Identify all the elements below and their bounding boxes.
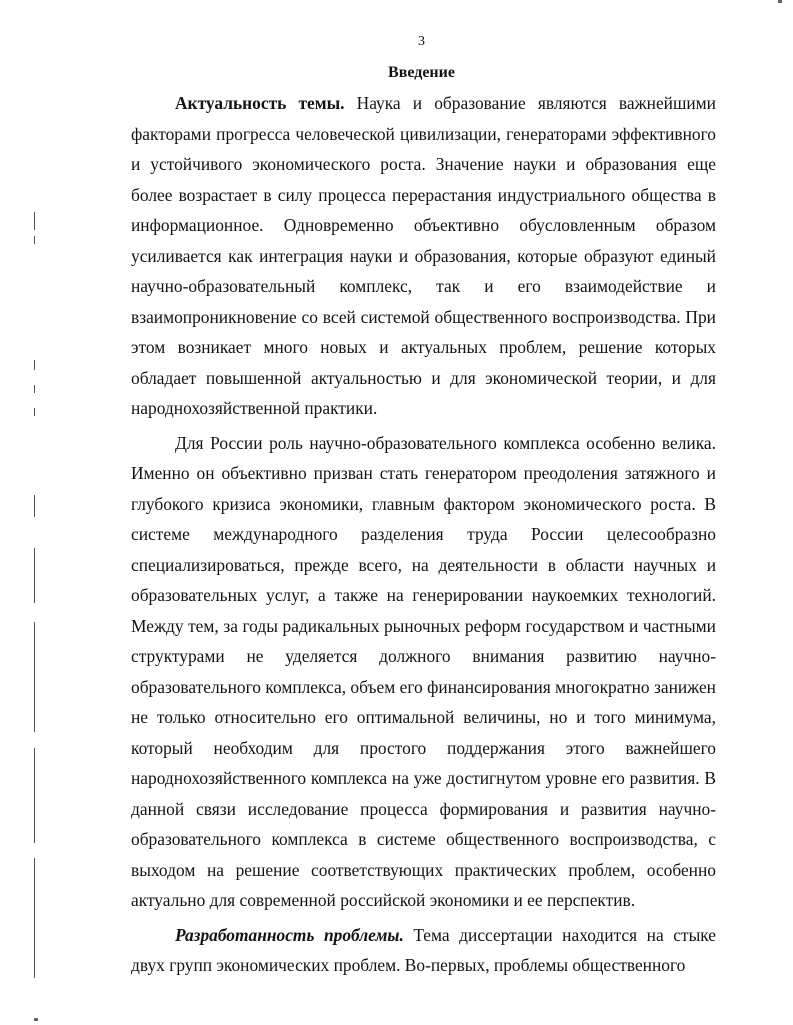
scan-mark [34,622,35,732]
paragraph-development [131,920,716,981]
scan-mark [34,408,35,416]
paragraph-relevance [131,88,716,424]
paragraph-russia [131,428,716,916]
paragraph-lead: Актуальность темы. [175,93,345,113]
paragraph-text: Тема диссертации находится на стыке двух групп экономических проблем. Во-первых, проблемы общественного [131,924,716,975]
scan-mark [34,548,35,603]
section-heading: Введение [388,64,455,81]
scan-mark [778,0,782,3]
scan-mark [34,236,35,244]
paragraph-text: Для России роль научно-образовательного комплекса особенно велика. Именно он объективно призван стать генератором преодоления затяжного и глубокого кризиса экономики, главным фактором экономического роста. В системе международного разделения труда России целесообразно специализироваться, прежде всего, на деятельности в области научных и образовательных услуг, а также на генерировании наукоемких технологий. Между тем, за годы радикальных рыночных реформ государством и частными структурами не уделяется должного внимания развитию научно-образовательного комплекса, объем его финансирования многократно занижен не только относительно его оптимальной величины, но и того минимума, который необходим для простого поддержания этого важнейшего народнохозяйственного комплекса на уже достигнутом уровне его развития. В данной связи исследование процесса формирования и развития научно-образовательного комплекса в системе общественного воспроизводства, с выходом на решение соответствующих практических проблем, особенно актуально для современной российской экономики и ее перспектив. [131,432,716,910]
scan-mark [34,858,35,978]
scan-mark [34,360,35,370]
page-number: 3 [418,34,425,49]
paragraph-lead: Разработанность проблемы. [175,924,404,945]
scan-mark [34,495,35,517]
scan-mark [34,385,35,393]
paragraph-text: Наука и образование являются важнейшими факторами прогресса человеческой цивилизации, генераторами эффективного и устойчивого экономического роста. Значение науки и образования еще более возрастает в силу процесса перерастания индустриального общества в информационное. Одновременно объективно обусловленным образом усиливается как интеграция науки и образования, которые образуют единый научно-образовательный комплекс, так и его взаимодействие и взаимопроникновение со всей системой общественного воспроизводства. При этом возникает много новых и актуальных проблем, решение которых обладает повышенной актуальностью и для экономической теории, и для народнохозяйственной практики. [131,93,716,418]
body-text [131,88,716,981]
scan-mark [34,212,35,230]
scan-mark [34,748,35,843]
scan-mark [34,1018,38,1021]
